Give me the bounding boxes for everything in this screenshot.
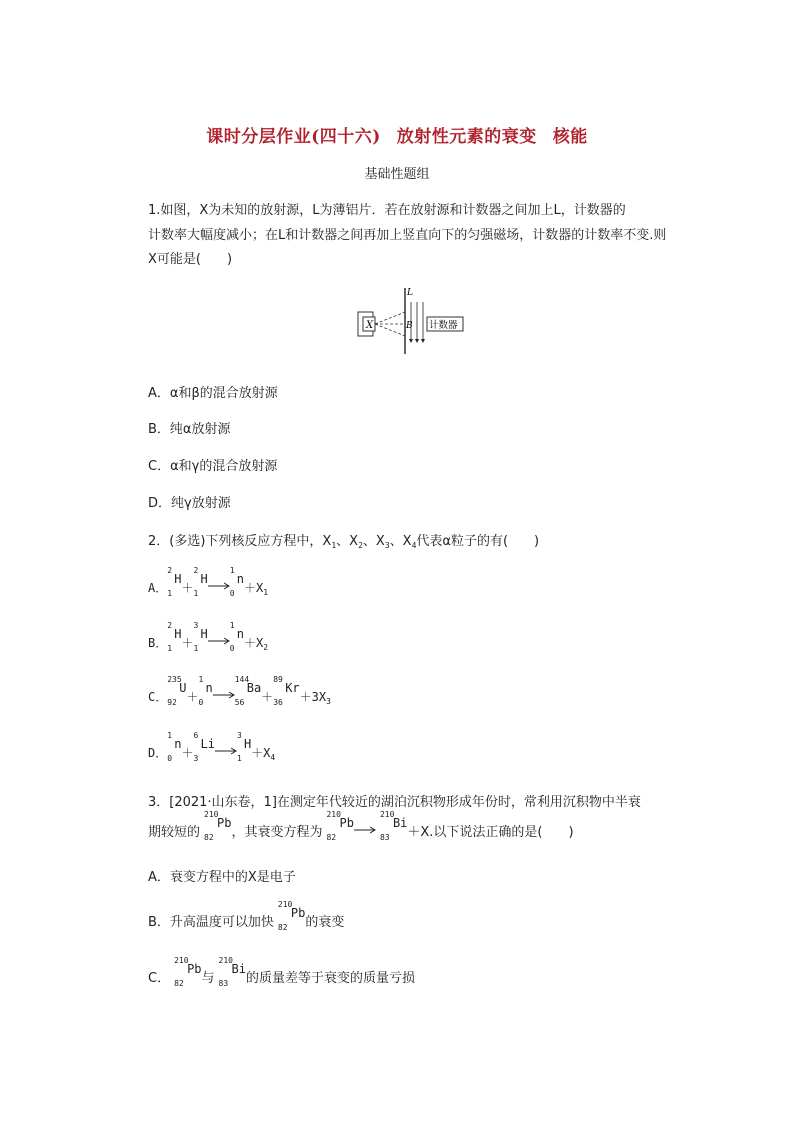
text: 的衰变 — [305, 914, 345, 930]
field-arrowhead — [421, 339, 425, 343]
element-symbol: Kr — [285, 681, 300, 695]
atomic-number: 83 — [379, 833, 390, 842]
reaction-arrow-icon — [213, 690, 235, 700]
nuclide-pb — [274, 902, 305, 930]
nuclide — [193, 568, 207, 596]
nuclide — [193, 623, 207, 651]
atomic-number: 1 — [236, 754, 242, 763]
x-subscript: 4 — [411, 541, 417, 550]
atomic-number: 1 — [167, 589, 173, 598]
mass-number: 2 — [167, 566, 173, 575]
element-symbol: H — [174, 627, 182, 641]
plus-sign: ＋ — [181, 745, 194, 760]
reaction-arrow-icon — [354, 825, 376, 835]
nuclide — [167, 568, 181, 596]
mass-number: 210 — [277, 900, 293, 909]
element-symbol: Pb — [187, 962, 202, 976]
text: ，其衰变方程为 — [231, 824, 323, 840]
nuclide — [167, 677, 186, 705]
nuclide — [273, 677, 299, 705]
text: 的质量差等于衰变的质量亏损 — [246, 970, 416, 986]
x-subscript: 1 — [263, 587, 269, 597]
equation-rest: ＋X — [251, 745, 271, 760]
title-part-3: 核能 — [552, 127, 588, 147]
mass-number: 1 — [229, 566, 235, 575]
element-symbol: Pb — [217, 816, 232, 830]
x-subscript: 3 — [384, 541, 390, 550]
q1-option-a: A．α和β的混合放射源 — [148, 386, 278, 401]
x-subscript: 3 — [326, 696, 331, 706]
mass-number: 210 — [204, 810, 219, 819]
atomic-number: 1 — [193, 589, 199, 598]
element-symbol: n — [236, 572, 244, 586]
equation-rest: ＋X — [243, 580, 264, 595]
q2-option-c — [148, 677, 331, 707]
q2-stem-head: 2．(多选)下列核反应方程中，X — [148, 534, 332, 549]
atomic-number: 83 — [218, 979, 229, 988]
nuclide — [230, 568, 244, 596]
mass-number: 2 — [193, 566, 199, 575]
atomic-number: 1 — [167, 644, 173, 653]
q2-option-d — [148, 733, 275, 763]
q2-option-a — [148, 568, 268, 598]
counter-label: 计数器 — [429, 320, 458, 331]
q1-option-d: D．纯γ放射源 — [148, 496, 231, 511]
mass-number: 1 — [229, 621, 235, 630]
q1-stem-line-1: 1.如图，X为未知的放射源，L为薄铝片．若在放射源和计数器之间加上L，计数器的 — [148, 203, 626, 218]
equation-rest: ＋3X — [299, 689, 327, 704]
mass-number: 2 — [167, 621, 173, 630]
mass-number: 1 — [198, 675, 204, 684]
atomic-number: 82 — [326, 833, 337, 842]
x-subscript: 2 — [358, 541, 363, 550]
equation-rest: ＋X — [243, 635, 264, 650]
element-symbol: H — [243, 737, 252, 751]
nuclide — [230, 623, 244, 651]
separator: 、 — [336, 534, 350, 549]
q3-option-c — [148, 958, 415, 988]
mass-number: 89 — [273, 675, 283, 684]
option-label: B． — [148, 635, 168, 650]
text: C． — [148, 970, 171, 986]
q1-option-b: B．纯α放射源 — [148, 422, 231, 437]
page-title — [0, 122, 794, 147]
text: 期较短的 — [148, 824, 201, 840]
label-x: X — [366, 320, 374, 331]
nuclide-pb — [322, 812, 353, 840]
q2-option-b — [148, 623, 268, 653]
element-symbol: H — [200, 627, 208, 641]
plus-sign: ＋ — [261, 689, 274, 704]
reaction-arrow-icon — [215, 746, 237, 756]
x-subscript: 4 — [270, 752, 276, 762]
q1-stem-line-2: 计数率大幅度减小；在L和计数器之间再加上竖直向下的匀强磁场，计数器的计数率不变.则 — [148, 228, 667, 243]
ray-upper — [375, 312, 405, 324]
atomic-number: 82 — [204, 833, 214, 842]
q3-option-a: A．衰变方程中的X是电子 — [148, 870, 296, 885]
x-subscript: 2 — [263, 642, 269, 652]
text: ＋X.以下说法正确的是( ) — [407, 824, 574, 840]
element-symbol: Li — [200, 737, 215, 751]
q1-option-c: C．α和γ的混合放射源 — [148, 459, 278, 474]
element-symbol: n — [236, 627, 244, 641]
title-part-2: 放射性元素的衰变 — [396, 127, 537, 147]
separator: 、 — [362, 534, 376, 549]
mass-number: 3 — [236, 731, 242, 740]
atomic-number: 82 — [174, 979, 184, 988]
element-symbol: Ba — [246, 681, 262, 695]
text: B．升高温度可以加快 — [148, 914, 274, 930]
label-l: L — [407, 288, 413, 298]
atomic-number: 82 — [277, 923, 288, 932]
separator: 、 — [389, 534, 403, 549]
atomic-number: 36 — [273, 698, 283, 707]
field-arrowhead — [415, 339, 419, 343]
q2-stem-tail: 代表α粒子的有( ) — [416, 534, 540, 549]
mass-number: 210 — [174, 956, 189, 965]
mass-number: 3 — [193, 621, 199, 630]
element-symbol: Bi — [392, 816, 408, 830]
nuclide-pb — [200, 812, 231, 840]
nuclide — [198, 677, 212, 705]
nuclide-bi — [376, 812, 407, 840]
plus-sign: ＋ — [181, 635, 194, 650]
atomic-number: 0 — [167, 754, 173, 763]
q1-stem-line-3: X可能是( ) — [148, 252, 233, 267]
q3-stem-line-2 — [148, 812, 574, 842]
ray-lower — [375, 324, 405, 336]
title-part-1: 课时分层作业(四十六) — [206, 127, 381, 147]
element-symbol: n — [205, 681, 213, 695]
reaction-arrow-icon — [208, 636, 230, 646]
nuclide-pb — [170, 958, 201, 986]
q3-stem-line-1: 3．[2021·山东卷，1]在测定年代较近的湖泊沉积物形成年份时，常利用沉积物中半衰 — [148, 795, 641, 810]
text: 与 — [201, 970, 215, 986]
element-symbol: Pb — [290, 906, 306, 920]
atomic-number: 0 — [198, 698, 204, 707]
section-heading: 基础性题组 — [364, 167, 430, 182]
plus-sign: ＋ — [181, 580, 194, 595]
mass-number: 1 — [167, 731, 173, 740]
atomic-number: 1 — [193, 644, 199, 653]
x-subscript: 1 — [331, 541, 337, 550]
nuclide — [193, 733, 214, 761]
element-symbol: U — [179, 681, 187, 695]
q2-stem: 2．(多选)下列核反应方程中，$X_1$、$X_2$、$X_3$、$X_4$代表α粒子的有( ) — [148, 534, 540, 550]
atomic-number: 56 — [234, 698, 245, 707]
mass-number: 235 — [167, 675, 182, 684]
nuclide — [167, 623, 181, 651]
radiation-diagram — [355, 284, 475, 356]
mass-number: 210 — [326, 810, 341, 819]
field-arrowhead — [409, 339, 413, 343]
element-symbol: H — [174, 572, 182, 586]
element-symbol: H — [200, 572, 208, 586]
element-symbol: n — [174, 737, 182, 751]
mass-number: 144 — [234, 675, 250, 684]
element-symbol: Bi — [231, 962, 246, 976]
atomic-number: 92 — [167, 698, 177, 707]
nuclide — [167, 733, 181, 761]
atomic-number: 3 — [193, 754, 199, 763]
atomic-number: 0 — [229, 644, 235, 653]
nuclide — [235, 677, 261, 705]
nuclide — [237, 733, 251, 761]
q3-option-b — [148, 902, 344, 932]
option-label: C． — [148, 689, 168, 704]
option-label: D． — [148, 745, 168, 760]
nuclide-bi — [215, 958, 246, 986]
plus-sign: ＋ — [186, 689, 199, 704]
reaction-arrow-icon — [208, 581, 230, 591]
atomic-number: 0 — [229, 589, 235, 598]
mass-number: 6 — [193, 731, 199, 740]
label-b: B — [406, 321, 413, 331]
mass-number: 210 — [218, 956, 233, 965]
mass-number: 210 — [379, 810, 395, 819]
element-symbol: Pb — [339, 816, 354, 830]
option-label: A． — [148, 580, 168, 595]
